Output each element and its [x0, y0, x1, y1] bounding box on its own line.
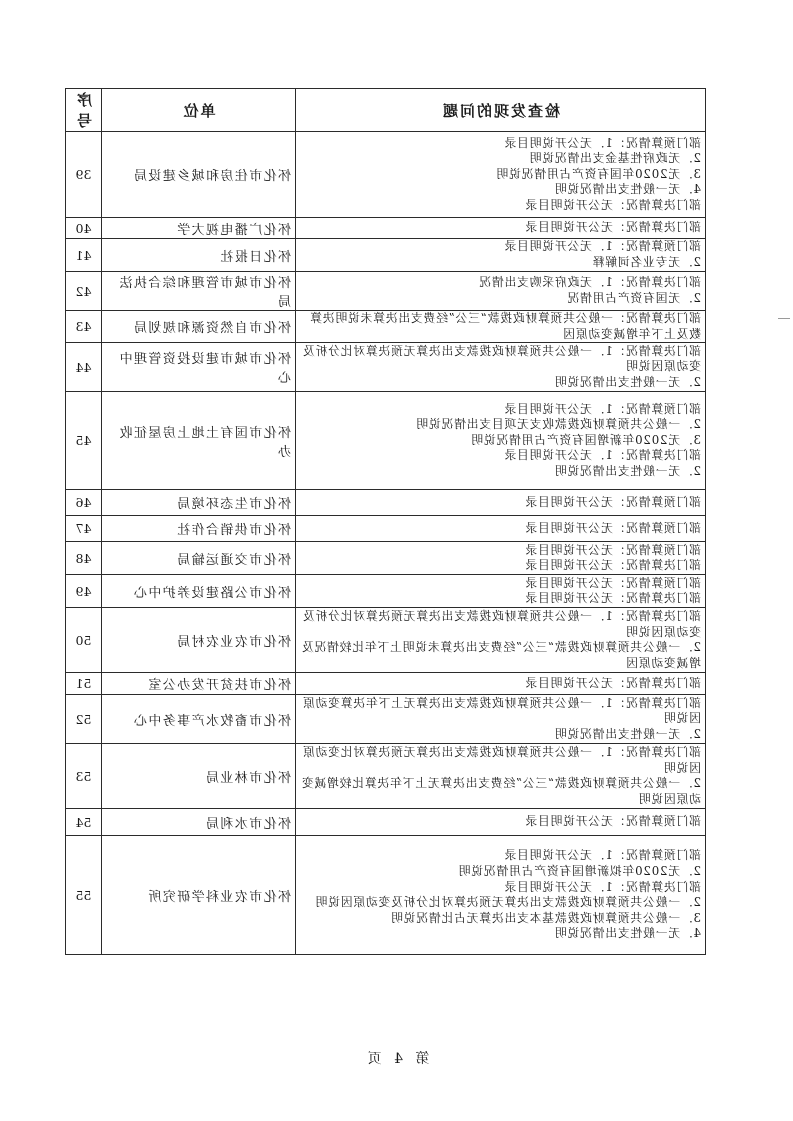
issue-line: 2．一般公共预算财政拨款“三公”经费支出决算未说明上下年比较情况及增减变动原因 [301, 640, 701, 670]
issue-cell [296, 608, 706, 673]
issue-line: 部门预算情况：无公开说明目录 [524, 542, 701, 557]
issue-line: 2．无专业名词解释 [591, 255, 701, 269]
page-number: 第 4 页 [363, 1051, 430, 1067]
issue-cell [296, 311, 706, 343]
inspection-issues-table [65, 88, 706, 955]
table-row [66, 392, 706, 490]
issue-line: 部门预算情况：无公开说明目录 [524, 814, 701, 829]
unit-cell: 怀化市住房和城乡建设局 [102, 132, 296, 218]
table-row [66, 836, 706, 955]
issue-line: 2．一般公共预算财政拨款收支无项目支出情况说明 [415, 417, 701, 432]
row-number-cell: 51 [66, 673, 102, 695]
unit-cell: 怀化市自然资源和规划局 [102, 311, 296, 343]
unit-cell: 怀化市生态环境局 [102, 490, 296, 516]
row-number-cell: 47 [66, 516, 102, 542]
table-row [66, 542, 706, 575]
unit-cell: 怀化市交通运输局 [102, 542, 296, 575]
issue-cell [296, 272, 706, 311]
unit-cell: 怀化市城市管理和综合执法局 [102, 272, 296, 311]
issue-line: 部门决算情况：1．一般公共预算财政拨款支出决算无预决算对比分析及变动原因说明 [302, 609, 701, 639]
issue-line: 部门预算情况：1．无公开说明目录 [503, 848, 701, 863]
header-no: 序号 [66, 89, 102, 132]
issue-line: 部门决算情况：无公开说明目录 [524, 591, 701, 606]
issue-line: 部门预算情况：无公开说明目录 [524, 575, 701, 590]
issue-cell [296, 490, 706, 516]
row-number-cell: 45 [66, 392, 102, 490]
row-number-cell: 39 [66, 132, 102, 218]
issue-cell [296, 343, 706, 392]
unit-cell: 怀化市国有土地上房屋征收办 [102, 392, 296, 490]
header-unit: 单位 [102, 89, 296, 132]
table-row [66, 311, 706, 343]
unit-cell: 怀化市农业科学研究所 [102, 836, 296, 955]
issue-line: 2．无政府性基金支出情况说明 [528, 151, 701, 166]
unit-cell: 怀化市农业农村局 [102, 608, 296, 673]
table-row [66, 673, 706, 695]
issue-line: 3．无2020年国有资产占用情况说明 [495, 166, 701, 181]
issue-cell [296, 392, 706, 490]
issue-cell [296, 809, 706, 836]
unit-cell: 怀化市供销合作社 [102, 516, 296, 542]
row-number-cell: 53 [66, 744, 102, 809]
row-number-cell: 49 [66, 575, 102, 608]
header-issues: 检查发现的问题 [296, 89, 706, 132]
table-row [66, 608, 706, 673]
issue-cell [296, 132, 706, 218]
table-header-row [66, 89, 706, 132]
unit-cell: 怀化市城市建设投资管理中心 [102, 343, 296, 392]
issue-line: 部门预算情况：1．无公开说明目录 [503, 401, 701, 416]
issue-line: 部门预算情况：无公开说明目录 [524, 520, 701, 535]
row-number-cell: 55 [66, 836, 102, 955]
issue-line: 3．一般公共预算财政拨款基本支出决算无占比情况说明 [390, 910, 701, 925]
row-number-cell: 42 [66, 272, 102, 311]
row-number-cell: 52 [66, 695, 102, 744]
issue-line: 部门决算情况：1．无公开说明目录 [503, 879, 701, 894]
issue-line: 部门预算情况：无公开说明目录 [524, 494, 701, 509]
unit-cell: 怀化市扶贫开发办公室 [102, 673, 296, 695]
table-row [66, 218, 706, 239]
row-number-cell: 44 [66, 343, 102, 392]
table-row [66, 516, 706, 542]
unit-cell: 怀化市公路建设养护中心 [102, 575, 296, 608]
unit-cell: 怀化广播电视大学 [102, 218, 296, 239]
issue-line: 2．无一般性支出情况说明 [554, 374, 701, 389]
issue-line: 2．无一般性支出情况说明 [554, 464, 701, 479]
table-body [66, 132, 706, 955]
row-number-cell: 46 [66, 490, 102, 516]
table-row [66, 132, 706, 218]
issue-cell [296, 695, 706, 744]
issue-cell [296, 744, 706, 809]
issue-line: 3．无2020年新增国有资产占用情况说明 [470, 432, 701, 447]
issue-line: 2．一般公共预算财政拨款“三公”经费支出决算无上下年决算比较增减变动原因说明 [301, 776, 701, 806]
row-number-cell: 43 [66, 311, 102, 343]
issue-line: 2．一般公共预算财政拨款支出决算无预决算对比分析及变动原因说明 [314, 895, 701, 910]
margin-tick-mark [778, 318, 790, 319]
issue-line: 部门决算情况：无公开说明目录 [524, 197, 701, 212]
row-number-cell: 41 [66, 239, 102, 272]
issue-line: 部门决算情况：1．无公开说明目录 [503, 448, 701, 463]
table-row [66, 695, 706, 744]
table-row [66, 809, 706, 836]
row-number-cell: 48 [66, 542, 102, 575]
issue-line: 4．无一般性支出情况说明 [554, 926, 701, 941]
issue-line: 部门决算情况：1．一般公共预算财政拨款支出决算无预决算对比分析及变动原因说明 [302, 343, 701, 374]
row-number-cell: 54 [66, 809, 102, 836]
issue-line: 4．无一般性支出情况说明 [554, 182, 701, 197]
issue-line: 部门预算情况：1．无公开说明目录 [503, 135, 701, 150]
issue-line: 部门决算情况：无公开说明目录 [524, 675, 701, 690]
row-number-cell: 40 [66, 218, 102, 239]
table-row [66, 575, 706, 608]
issue-cell [296, 239, 706, 272]
issue-line: 2．无国有资产占用情况 [566, 291, 701, 305]
issue-cell [296, 836, 706, 955]
issue-cell [296, 516, 706, 542]
issue-cell [296, 575, 706, 608]
table-row [66, 239, 706, 272]
unit-cell: 怀化市林业局 [102, 744, 296, 809]
table-row [66, 272, 706, 311]
issue-line: 部门预算情况：1．无公开说明目录 [503, 239, 701, 254]
issue-line: 部门决算情况：无公开说明目录 [524, 220, 701, 235]
issue-line: 部门决算情况：无公开说明目录 [524, 558, 701, 573]
table-row [66, 744, 706, 809]
issue-line: 部门决算情况：1．一般公共预算财政拨款支出决算无预决算对比变动原因说明 [302, 745, 701, 775]
issue-line: 部门决算情况：一般公共预算财政拨款“三公”经费支出决算未说明决算数及上下年增减变动原因 [309, 311, 701, 341]
table-row [66, 343, 706, 392]
issue-line: 部门决算情况：1．无政府采购支出情况 [478, 275, 701, 290]
issue-line: 部门决算情况：1．一般公共预算财政拨款支出决算无上下年决算变动原因说明 [302, 695, 701, 726]
unit-cell: 怀化市畜牧水产事务中心 [102, 695, 296, 744]
row-number-cell: 50 [66, 608, 102, 673]
issue-line: 2．无一般性支出情况说明 [554, 726, 701, 741]
issue-cell [296, 542, 706, 575]
table-row [66, 490, 706, 516]
issue-cell [296, 218, 706, 239]
unit-cell: 怀化市水利局 [102, 809, 296, 836]
unit-cell: 怀化日报社 [102, 239, 296, 272]
issue-cell [296, 673, 706, 695]
issue-line: 2．无2020年拟新增国有资产占用情况说明 [457, 864, 701, 878]
